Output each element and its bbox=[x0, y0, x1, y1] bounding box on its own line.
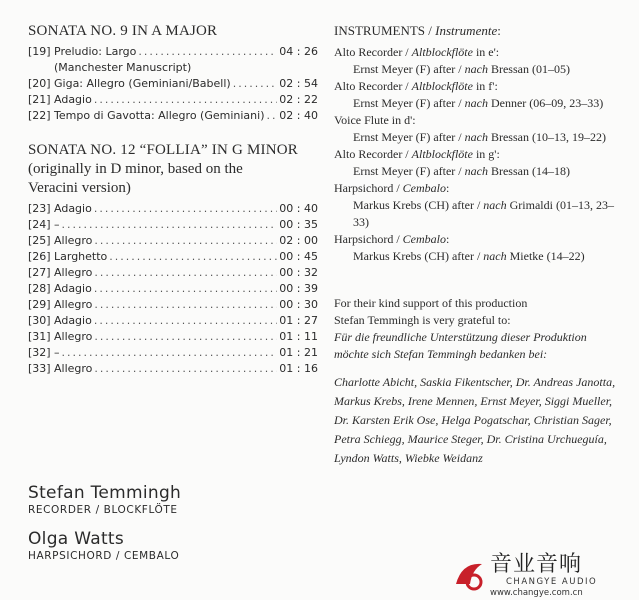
instrument-entry bbox=[334, 180, 629, 231]
track-31 bbox=[28, 329, 318, 345]
instrument-maker bbox=[334, 129, 629, 146]
leader-dots bbox=[267, 108, 278, 124]
instrument-pitch: : bbox=[446, 181, 450, 195]
sonata-12-tracks bbox=[28, 201, 318, 377]
leader-dots bbox=[138, 44, 277, 60]
track-time: 02 : 22 bbox=[279, 93, 318, 106]
maker-after-de: nach bbox=[464, 164, 488, 178]
watermark-logo bbox=[450, 552, 639, 600]
maker-name: Ernst Meyer (F) after / bbox=[353, 130, 465, 144]
instrument-name bbox=[334, 78, 629, 95]
track-time: 02 : 54 bbox=[279, 77, 318, 90]
track-number: [28] bbox=[28, 282, 51, 295]
instrument-maker bbox=[334, 248, 629, 265]
leader-dots bbox=[94, 297, 277, 313]
performer-olga-watts bbox=[28, 529, 308, 563]
track-title: Tempo di Gavotta: Allegro (Geminiani) bbox=[54, 109, 265, 122]
leader-dots bbox=[94, 233, 277, 249]
instrument-de: Altblockflöte bbox=[411, 147, 473, 161]
track-number: [22] bbox=[28, 109, 51, 122]
instrument-pitch: : bbox=[446, 232, 450, 246]
performer-stefan-temmingh bbox=[28, 483, 308, 517]
track-title: Allegro bbox=[54, 234, 93, 247]
track-number: [31] bbox=[28, 330, 51, 343]
instrument-list bbox=[334, 44, 629, 265]
maker-name: Markus Krebs (CH) after / bbox=[353, 249, 484, 263]
performer-role: RECORDER / BLOCKFLÖTE bbox=[28, 504, 178, 516]
track-time: 00 : 35 bbox=[279, 218, 318, 231]
ack-de-line-1: Für die freundliche Unterstützung dieser Produktion bbox=[334, 330, 587, 344]
tracklist-column bbox=[28, 22, 318, 377]
track-time: 02 : 00 bbox=[279, 234, 318, 247]
maker-model: Mietke (14–22) bbox=[506, 249, 585, 263]
track-number: [32] bbox=[28, 346, 51, 359]
maker-name: Markus Krebs (CH) after / bbox=[353, 198, 484, 212]
ack-de-line-2: möchte sich Stefan Temmingh bedanken bei: bbox=[334, 347, 548, 361]
track-title: Allegro bbox=[54, 298, 93, 311]
maker-after-de: nach bbox=[464, 130, 488, 144]
leader-dots bbox=[94, 201, 277, 217]
instrument-de: Cembalo bbox=[402, 181, 446, 195]
performer-name: Olga Watts bbox=[28, 529, 125, 549]
leader-dots bbox=[94, 329, 277, 345]
performer-name: Stefan Temmingh bbox=[28, 483, 182, 503]
track-title: Adagio bbox=[54, 93, 92, 106]
track-title: Allegro bbox=[54, 266, 93, 279]
leader-dots bbox=[62, 345, 278, 361]
track-19 bbox=[28, 44, 318, 60]
track-number: [29] bbox=[28, 298, 51, 311]
sonata-9-section bbox=[28, 22, 318, 124]
track-number: [27] bbox=[28, 266, 51, 279]
track-20 bbox=[28, 76, 318, 92]
maker-after-de: nach bbox=[464, 62, 488, 76]
instrument-en: Voice Flute in d': bbox=[334, 113, 416, 127]
instrument-en: Harpsichord / bbox=[334, 232, 403, 246]
instrument-name bbox=[334, 44, 629, 61]
leader-dots bbox=[94, 361, 277, 377]
track-time: 00 : 30 bbox=[279, 298, 318, 311]
performers bbox=[28, 483, 308, 575]
instrument-maker bbox=[334, 61, 629, 78]
instrument-entry bbox=[334, 44, 629, 78]
track-21 bbox=[28, 92, 318, 108]
instrument-maker bbox=[334, 95, 629, 112]
leader-dots bbox=[94, 313, 277, 329]
track-title: – bbox=[54, 346, 60, 359]
track-time: 01 : 11 bbox=[279, 330, 318, 343]
sonata-12-title: SONATA NO. 12 “FOLLIA” IN G MINOR bbox=[28, 142, 298, 158]
maker-name: Ernst Meyer (F) after / bbox=[353, 96, 465, 110]
watermark-cn: 音业音响 bbox=[490, 552, 583, 577]
track-number: [25] bbox=[28, 234, 51, 247]
instrument-de: Altblockflöte bbox=[411, 79, 473, 93]
leader-dots bbox=[109, 249, 277, 265]
maker-name: Ernst Meyer (F) after / bbox=[353, 164, 465, 178]
instrument-maker bbox=[334, 197, 629, 231]
maker-model: Bressan (10–13, 19–22) bbox=[487, 130, 606, 144]
instrument-pitch: in g': bbox=[472, 147, 500, 161]
acknowledgements bbox=[334, 295, 629, 468]
track-28 bbox=[28, 281, 318, 297]
leader-dots bbox=[62, 217, 278, 233]
track-title: Preludio: Largo bbox=[54, 45, 137, 58]
track-title: Adagio bbox=[54, 314, 92, 327]
track-32 bbox=[28, 345, 318, 361]
track-time: 00 : 39 bbox=[279, 282, 318, 295]
track-number: [23] bbox=[28, 202, 51, 215]
track-time: 00 : 40 bbox=[279, 202, 318, 215]
track-time: 00 : 32 bbox=[279, 266, 318, 279]
maker-model: Bressan (14–18) bbox=[487, 164, 570, 178]
track-title: Adagio bbox=[54, 202, 92, 215]
track-22 bbox=[28, 108, 318, 124]
instrument-entry bbox=[334, 78, 629, 112]
credits-column bbox=[334, 22, 629, 468]
instrument-name bbox=[334, 112, 629, 129]
track-24 bbox=[28, 217, 318, 233]
instrument-de: Altblockflöte bbox=[411, 45, 473, 59]
maker-after-de: nach bbox=[483, 198, 507, 212]
maker-after-de: nach bbox=[483, 249, 507, 263]
leader-dots bbox=[94, 92, 277, 108]
sonata-9-title: SONATA NO. 9 IN A MAJOR bbox=[28, 23, 218, 39]
track-number: [33] bbox=[28, 362, 51, 375]
sonata-12-section bbox=[28, 141, 318, 377]
performer-role: HARPSICHORD / CEMBALO bbox=[28, 550, 180, 562]
track-26 bbox=[28, 249, 318, 265]
sonata-12-subtitle-2: Veracini version) bbox=[28, 180, 131, 196]
instrument-pitch: in e': bbox=[472, 45, 500, 59]
track-title: Allegro bbox=[54, 330, 93, 343]
instrument-de: Cembalo bbox=[402, 232, 446, 246]
track-number: [26] bbox=[28, 250, 51, 263]
leader-dots bbox=[94, 265, 277, 281]
maker-model: Bressan (01–05) bbox=[487, 62, 570, 76]
changye-logo-icon bbox=[452, 558, 486, 592]
instrument-en: Harpsichord / bbox=[334, 181, 403, 195]
instruments-heading bbox=[334, 22, 629, 40]
track-number: [20] bbox=[28, 77, 51, 90]
heading-colon: : bbox=[497, 23, 501, 38]
track-25 bbox=[28, 233, 318, 249]
track-title: Allegro bbox=[54, 362, 93, 375]
instrument-name bbox=[334, 146, 629, 163]
track-number: [21] bbox=[28, 93, 51, 106]
sonata-12-subtitle-1: (originally in D minor, based on the bbox=[28, 161, 243, 177]
instrument-entry bbox=[334, 112, 629, 146]
track-27 bbox=[28, 265, 318, 281]
sonata-9-tracks bbox=[28, 44, 318, 124]
maker-model: Grimaldi (01–13, 23–33) bbox=[353, 198, 614, 229]
track-number: [19] bbox=[28, 45, 51, 58]
ack-en-line-1: For their kind support of this production bbox=[334, 296, 528, 310]
instrument-entry bbox=[334, 146, 629, 180]
track-time: 02 : 40 bbox=[279, 109, 318, 122]
track-33 bbox=[28, 361, 318, 377]
track-29 bbox=[28, 297, 318, 313]
track-time: 01 : 27 bbox=[279, 314, 318, 327]
ack-en-line-2: Stefan Temmingh is very grateful to: bbox=[334, 313, 511, 327]
watermark-url: www.changye.com.cn bbox=[490, 588, 583, 598]
instrument-entry bbox=[334, 231, 629, 265]
leader-dots bbox=[233, 76, 278, 92]
track-19-note: (Manchester Manuscript) bbox=[54, 61, 192, 74]
heading-de: Instrumente bbox=[435, 23, 498, 38]
instrument-en: Alto Recorder / bbox=[334, 45, 412, 59]
track-number: [24] bbox=[28, 218, 51, 231]
track-number: [30] bbox=[28, 314, 51, 327]
instrument-name bbox=[334, 180, 629, 197]
track-title: – bbox=[54, 218, 60, 231]
track-time: 01 : 21 bbox=[279, 346, 318, 359]
maker-model: Denner (06–09, 23–33) bbox=[487, 96, 604, 110]
heading-en: INSTRUMENTS / bbox=[334, 23, 436, 38]
maker-name: Ernst Meyer (F) after / bbox=[353, 62, 465, 76]
maker-after-de: nach bbox=[464, 96, 488, 110]
track-23 bbox=[28, 201, 318, 217]
track-title: Giga: Allegro (Geminiani/Babell) bbox=[54, 77, 231, 90]
instrument-name bbox=[334, 231, 629, 248]
track-time: 00 : 45 bbox=[279, 250, 318, 263]
watermark-en: CHANGYE AUDIO bbox=[506, 577, 598, 587]
instrument-pitch: in f': bbox=[472, 79, 498, 93]
instrument-maker bbox=[334, 163, 629, 180]
track-title: Adagio bbox=[54, 282, 92, 295]
track-30 bbox=[28, 313, 318, 329]
track-title: Larghetto bbox=[54, 250, 108, 263]
ack-names: Charlotte Abicht, Saskia Fikentscher, Dr. Andreas Janotta, Markus Krebs, Irene Mennen, Ernst Meyer, Siggi Mueller, Dr. Karsten Erik Ose, Helga Pogatschar, Christian Sager, Petra Schiegg, Maurice Steger, Dr. Cristina Urchueguía, Lyndon Watts, Wiebke Weidanz bbox=[334, 375, 616, 465]
leader-dots bbox=[94, 281, 277, 297]
track-time: 01 : 16 bbox=[279, 362, 318, 375]
instrument-en: Alto Recorder / bbox=[334, 147, 412, 161]
track-time: 04 : 26 bbox=[279, 45, 318, 58]
instrument-en: Alto Recorder / bbox=[334, 79, 412, 93]
